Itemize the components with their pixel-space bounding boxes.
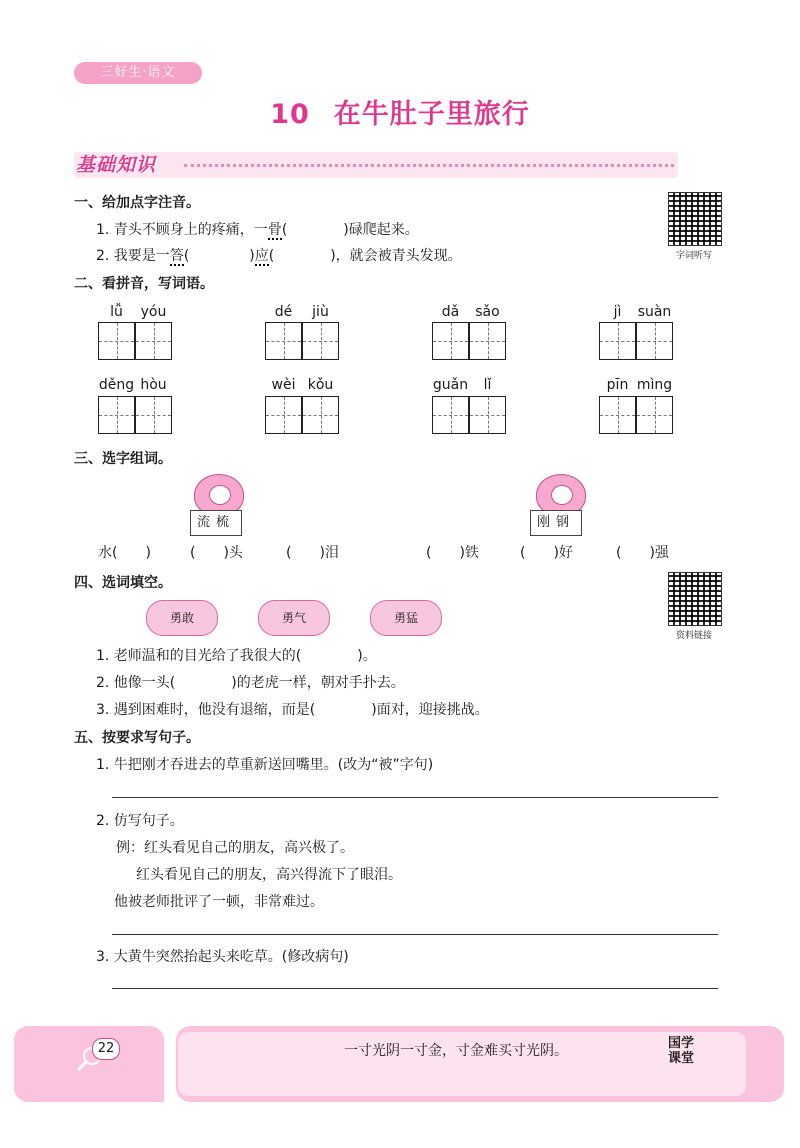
writing-box[interactable]	[302, 396, 339, 434]
pinyin-label: sǎo	[475, 304, 500, 320]
s5-question-2: 2. 仿写句子。	[96, 813, 184, 829]
writing-box[interactable]	[302, 322, 339, 360]
s4-question-2: 2. 他像一头( )的老虎一样，朝对手扑去。	[96, 675, 405, 691]
s3-blank-3[interactable]: ( )泪	[286, 545, 339, 561]
writing-box[interactable]	[432, 396, 469, 434]
pinyin-label: guǎn	[432, 377, 469, 393]
word-cloud-2: 勇气	[258, 600, 330, 636]
pinyin-label: jì	[613, 304, 622, 320]
lesson-title	[0, 92, 800, 131]
s1-q2-open-paren-2: (	[268, 248, 275, 264]
pinyin-label: dé	[274, 304, 293, 320]
pinyin-label: wèi	[271, 377, 296, 393]
word-cloud-1: 勇敢	[146, 600, 218, 636]
section-4-heading: 四、选词填空。	[74, 575, 172, 591]
pinyin-label: lǚ	[110, 304, 123, 320]
banner-label: 基础知识	[76, 154, 157, 176]
s1-q1-text-a: 1. 青头不顾身上的疼痛，一	[96, 222, 268, 238]
writing-box[interactable]	[469, 322, 506, 360]
qr-caption-dictation: 字词听写	[675, 251, 712, 261]
s1-question-1	[96, 219, 419, 239]
choice-sign-2: 刚钢	[530, 510, 582, 536]
s5-example-1: 例：红头看见自己的朋友，高兴极了。	[116, 840, 354, 856]
s3-blank-4[interactable]: ( )铁	[426, 545, 479, 561]
footer-motto: 一寸光阴一寸金，寸金难买寸光阴。	[344, 1043, 568, 1059]
pinyin-label: děng	[98, 377, 135, 393]
writing-box[interactable]	[599, 322, 636, 360]
s1-q1-open-paren: (	[281, 222, 288, 238]
section-2-heading: 二、看拼音，写词语。	[74, 276, 214, 292]
s5-example-2: 红头看见自己的朋友，高兴得流下了眼泪。	[136, 867, 402, 883]
s1-q2-text-e: )，就会被青头发现。	[330, 248, 462, 264]
pinyin-label: yóu	[140, 304, 167, 320]
pinyin-label: lǐ	[483, 377, 492, 393]
pinyin-label: pīn	[606, 377, 629, 393]
s5-answer-line-2[interactable]	[112, 934, 718, 935]
s1-q1-dotted-char: 骨	[267, 222, 282, 238]
s5-question-3: 3. 大黄牛突然抬起头来吃草。(修改病句)	[96, 949, 349, 965]
s5-answer-line-3[interactable]	[112, 988, 718, 989]
writing-box[interactable]	[432, 322, 469, 360]
s4-question-1: 1. 老师温和的目光给了我很大的( )。	[96, 648, 377, 664]
writing-box[interactable]	[98, 396, 135, 434]
qr-caption-resources: 资料链接	[675, 631, 712, 641]
page-number: 22	[92, 1038, 120, 1060]
s3-blank-6[interactable]: ( )强	[616, 545, 669, 561]
s1-q2-open-paren-1: (	[183, 248, 190, 264]
pinyin-label: dǎ	[441, 304, 460, 320]
lesson-title-text: 在牛肚子里旅行	[333, 99, 530, 130]
pinyin-label: kǒu	[307, 377, 334, 393]
s1-q2-dotted-char-1: 答	[169, 248, 184, 264]
word-cloud-3: 勇猛	[370, 600, 442, 636]
pinyin-label: suàn	[637, 304, 672, 320]
pinyin-label: jiù	[312, 304, 329, 320]
banner-dots	[184, 164, 674, 167]
s5-prompt: 他被老师批评了一顿，非常难过。	[114, 894, 324, 910]
writing-box[interactable]	[135, 396, 172, 434]
writing-box[interactable]	[265, 322, 302, 360]
pinyin-label: hòu	[140, 377, 167, 393]
s1-q2-close-paren-1: )	[249, 248, 255, 264]
choice-sign-1: 流梳	[190, 510, 242, 536]
s1-question-2	[96, 245, 462, 265]
s1-q1-text-c: )碌爬起来。	[343, 222, 419, 238]
writing-box[interactable]	[469, 396, 506, 434]
s5-answer-line-1[interactable]	[112, 797, 718, 798]
writing-box[interactable]	[98, 322, 135, 360]
qr-code-dictation[interactable]	[668, 192, 722, 246]
pinyin-label: mìng	[636, 377, 673, 393]
subject-tag: 三好生·语文	[74, 62, 202, 84]
s1-q2-text-a: 2. 我要是一	[96, 248, 170, 264]
writing-box[interactable]	[135, 322, 172, 360]
writing-box[interactable]	[636, 322, 673, 360]
lesson-number: 10	[270, 99, 310, 130]
section-1-heading: 一、给加点字注音。	[74, 195, 200, 211]
footer-corner-label: 国学课堂	[668, 1036, 695, 1066]
s3-blank-1[interactable]: 水( )	[98, 545, 151, 561]
s5-question-1: 1. 牛把刚才吞进去的草重新送回嘴里。(改为“被”字句)	[96, 757, 434, 773]
writing-box[interactable]	[636, 396, 673, 434]
s3-blank-2[interactable]: ( )头	[190, 545, 243, 561]
s4-question-3: 3. 遇到困难时，他没有退缩，而是( )面对，迎接挑战。	[96, 702, 489, 718]
s3-blank-5[interactable]: ( )好	[520, 545, 573, 561]
s1-q2-dotted-char-2: 应	[254, 248, 269, 264]
section-3-heading: 三、选字组词。	[74, 451, 172, 467]
section-banner	[74, 152, 680, 178]
qr-code-resources[interactable]	[668, 572, 722, 626]
section-5-heading: 五、按要求写句子。	[74, 730, 200, 746]
writing-box[interactable]	[265, 396, 302, 434]
writing-box[interactable]	[599, 396, 636, 434]
